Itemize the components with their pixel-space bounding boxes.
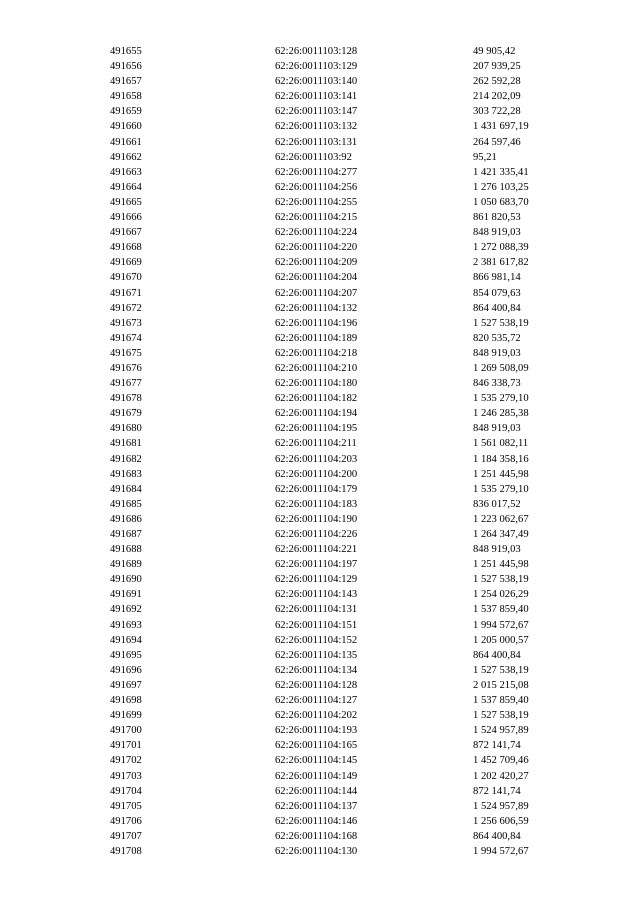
- cadastral-value-cell: 1 994 572,67: [473, 845, 529, 857]
- cadastral-value-cell: 1 561 082,11: [473, 438, 529, 450]
- table-row: [0, 195, 640, 210]
- row-number-cell: 491706: [110, 815, 142, 827]
- table-row: [0, 316, 640, 331]
- table-row: [0, 406, 640, 421]
- cadastral-number-cell: 62:26:0011104:129: [275, 574, 358, 586]
- row-number-cell: 491702: [110, 755, 142, 767]
- cadastral-number-cell: 62:26:0011104:146: [275, 815, 358, 827]
- cadastral-value-cell: 1 994 572,67: [473, 619, 529, 631]
- table-row: [0, 270, 640, 285]
- cadastral-number-cell: 62:26:0011104:152: [275, 634, 358, 646]
- table-body: [0, 44, 640, 859]
- cadastral-number-cell: 62:26:0011104:211: [275, 438, 357, 450]
- row-number-cell: 491660: [110, 121, 142, 133]
- cadastral-number-cell: 62:26:0011104:215: [275, 212, 358, 224]
- cadastral-number-cell: 62:26:0011104:190: [275, 513, 358, 525]
- cadastral-value-cell: 872 141,74: [473, 785, 521, 797]
- cadastral-number-cell: 62:26:0011103:92: [275, 151, 352, 163]
- cadastral-value-cell: 1 452 709,46: [473, 755, 529, 767]
- row-number-cell: 491704: [110, 785, 142, 797]
- cadastral-number-cell: 62:26:0011104:132: [275, 302, 358, 314]
- row-number-cell: 491676: [110, 362, 142, 374]
- cadastral-number-cell: 62:26:0011103:140: [275, 76, 358, 88]
- cadastral-value-cell: 95,21: [473, 151, 497, 163]
- table-row: [0, 663, 640, 678]
- table-row: [0, 799, 640, 814]
- table-row: [0, 104, 640, 119]
- table-row: [0, 602, 640, 617]
- cadastral-number-cell: 62:26:0011104:182: [275, 393, 358, 405]
- table-row: [0, 572, 640, 587]
- cadastral-value-cell: 303 722,28: [473, 106, 521, 118]
- cadastral-value-cell: 1 202 420,27: [473, 770, 529, 782]
- cadastral-number-cell: 62:26:0011103:131: [275, 136, 358, 148]
- cadastral-number-cell: 62:26:0011104:149: [275, 770, 358, 782]
- cadastral-number-cell: 62:26:0011104:218: [275, 347, 358, 359]
- cadastral-value-cell: 848 919,03: [473, 544, 521, 556]
- cadastral-value-cell: 854 079,63: [473, 287, 521, 299]
- table-row: [0, 421, 640, 436]
- cadastral-number-cell: 62:26:0011104:168: [275, 830, 358, 842]
- row-number-cell: 491673: [110, 317, 142, 329]
- cadastral-value-cell: 861 820,53: [473, 212, 521, 224]
- row-number-cell: 491663: [110, 166, 142, 178]
- table-row: [0, 844, 640, 859]
- cadastral-number-cell: 62:26:0011104:224: [275, 227, 358, 239]
- table-row: [0, 44, 640, 59]
- cadastral-value-cell: 1 276 103,25: [473, 181, 529, 193]
- cadastral-value-cell: 1 527 538,19: [473, 574, 529, 586]
- cadastral-number-cell: 62:26:0011104:183: [275, 498, 358, 510]
- row-number-cell: 491692: [110, 604, 142, 616]
- table-row: [0, 255, 640, 270]
- cadastral-value-cell: 1 527 538,19: [473, 710, 529, 722]
- cadastral-number-cell: 62:26:0011104:277: [275, 166, 358, 178]
- table-row: [0, 497, 640, 512]
- row-number-cell: 491677: [110, 378, 142, 390]
- row-number-cell: 491686: [110, 513, 142, 525]
- cadastral-number-cell: 62:26:0011104:179: [275, 483, 358, 495]
- table-row: [0, 769, 640, 784]
- cadastral-value-cell: 872 141,74: [473, 740, 521, 752]
- cadastral-value-cell: 207 939,25: [473, 61, 521, 73]
- table-row: [0, 678, 640, 693]
- cadastral-value-cell: 1 251 445,98: [473, 559, 529, 571]
- table-row: [0, 286, 640, 301]
- row-number-cell: 491669: [110, 257, 142, 269]
- table-row: [0, 346, 640, 361]
- row-number-cell: 491664: [110, 181, 142, 193]
- cadastral-number-cell: 62:26:0011104:130: [275, 845, 358, 857]
- cadastral-value-cell: 1 272 088,39: [473, 242, 529, 254]
- cadastral-number-cell: 62:26:0011104:180: [275, 378, 358, 390]
- table-row: [0, 150, 640, 165]
- row-number-cell: 491705: [110, 800, 142, 812]
- table-row: [0, 89, 640, 104]
- table-row: [0, 829, 640, 844]
- cadastral-number-cell: 62:26:0011104:144: [275, 785, 358, 797]
- row-number-cell: 491668: [110, 242, 142, 254]
- table-row: [0, 165, 640, 180]
- cadastral-value-cell: 848 919,03: [473, 423, 521, 435]
- row-number-cell: 491699: [110, 710, 142, 722]
- row-number-cell: 491667: [110, 227, 142, 239]
- row-number-cell: 491708: [110, 845, 142, 857]
- row-number-cell: 491655: [110, 46, 142, 57]
- cadastral-value-cell: 1 205 000,57: [473, 634, 529, 646]
- cadastral-value-cell: 262 592,28: [473, 76, 521, 88]
- cadastral-number-cell: 62:26:0011104:255: [275, 196, 358, 208]
- row-number-cell: 491690: [110, 574, 142, 586]
- cadastral-number-cell: 62:26:0011104:135: [275, 649, 358, 661]
- cadastral-number-cell: 62:26:0011103:141: [275, 91, 358, 103]
- row-number-cell: 491703: [110, 770, 142, 782]
- cadastral-value-cell: 864 400,84: [473, 302, 521, 314]
- table-row: [0, 482, 640, 497]
- cadastral-number-cell: 62:26:0011104:143: [275, 589, 358, 601]
- cadastral-number-cell: 62:26:0011103:128: [275, 46, 358, 57]
- cadastral-value-cell: 1 223 062,67: [473, 513, 529, 525]
- row-number-cell: 491672: [110, 302, 142, 314]
- cadastral-value-cell: 866 981,14: [473, 272, 521, 284]
- row-number-cell: 491661: [110, 136, 142, 148]
- row-number-cell: 491681: [110, 438, 142, 450]
- cadastral-number-cell: 62:26:0011104:209: [275, 257, 358, 269]
- row-number-cell: 491691: [110, 589, 142, 601]
- cadastral-value-cell: 2 015 215,08: [473, 679, 529, 691]
- row-number-cell: 491675: [110, 347, 142, 359]
- cadastral-value-cell: 2 381 617,82: [473, 257, 529, 269]
- table-row: [0, 784, 640, 799]
- row-number-cell: 491670: [110, 272, 142, 284]
- cadastral-number-cell: 62:26:0011104:189: [275, 332, 358, 344]
- table-row: [0, 59, 640, 74]
- table-row: [0, 512, 640, 527]
- table-row: [0, 633, 640, 648]
- table-row: [0, 467, 640, 482]
- cadastral-number-cell: 62:26:0011104:131: [275, 604, 358, 616]
- table-row: [0, 391, 640, 406]
- row-number-cell: 491682: [110, 453, 142, 465]
- cadastral-number-cell: 62:26:0011103:132: [275, 121, 358, 133]
- row-number-cell: 491674: [110, 332, 142, 344]
- cadastral-value-cell: 1 537 859,40: [473, 604, 529, 616]
- row-number-cell: 491662: [110, 151, 142, 163]
- cadastral-number-cell: 62:26:0011104:207: [275, 287, 358, 299]
- row-number-cell: 491684: [110, 483, 142, 495]
- row-number-cell: 491659: [110, 106, 142, 118]
- row-number-cell: 491665: [110, 196, 142, 208]
- table-row: [0, 135, 640, 150]
- cadastral-number-cell: 62:26:0011104:256: [275, 181, 358, 193]
- cadastral-value-cell: 1 524 957,89: [473, 800, 529, 812]
- table-row: [0, 452, 640, 467]
- cadastral-number-cell: 62:26:0011104:128: [275, 679, 358, 691]
- table-row: [0, 814, 640, 829]
- cadastral-number-cell: 62:26:0011104:193: [275, 725, 358, 737]
- row-number-cell: 491707: [110, 830, 142, 842]
- cadastral-value-cell: 864 400,84: [473, 830, 521, 842]
- table-row: [0, 119, 640, 134]
- cadastral-number-cell: 62:26:0011104:204: [275, 272, 358, 284]
- row-number-cell: 491694: [110, 634, 142, 646]
- cadastral-number-cell: 62:26:0011104:196: [275, 317, 358, 329]
- row-number-cell: 491688: [110, 544, 142, 556]
- cadastral-value-cell: 1 246 285,38: [473, 408, 529, 420]
- cadastral-value-cell: 1 251 445,98: [473, 468, 529, 480]
- table-row: [0, 708, 640, 723]
- row-number-cell: 491698: [110, 695, 142, 707]
- table-row: [0, 74, 640, 89]
- row-number-cell: 491666: [110, 212, 142, 224]
- cadastral-value-cell: 214 202,09: [473, 91, 521, 103]
- cadastral-value-cell: 820 535,72: [473, 332, 521, 344]
- cadastral-value-cell: 1 527 538,19: [473, 317, 529, 329]
- cadastral-value-cell: 864 400,84: [473, 649, 521, 661]
- row-number-cell: 491656: [110, 61, 142, 73]
- cadastral-number-cell: 62:26:0011104:202: [275, 710, 358, 722]
- row-number-cell: 491687: [110, 529, 142, 540]
- cadastral-number-cell: 62:26:0011104:134: [275, 664, 358, 676]
- cadastral-value-cell: 1 431 697,19: [473, 121, 529, 133]
- table-row: [0, 180, 640, 195]
- table-row: [0, 527, 640, 542]
- cadastral-number-cell: 62:26:0011104:226: [275, 529, 358, 540]
- table-row: [0, 693, 640, 708]
- table-row: [0, 738, 640, 753]
- row-number-cell: 491696: [110, 664, 142, 676]
- cadastral-number-cell: 62:26:0011104:151: [275, 619, 358, 631]
- cadastral-value-cell: 848 919,03: [473, 227, 521, 239]
- cadastral-value-cell: 1 256 606,59: [473, 815, 529, 827]
- table-row: [0, 436, 640, 451]
- cadastral-number-cell: 62:26:0011104:210: [275, 362, 358, 374]
- row-number-cell: 491697: [110, 679, 142, 691]
- cadastral-value-cell: 1 537 859,40: [473, 695, 529, 707]
- table-row: [0, 376, 640, 391]
- table-row: [0, 753, 640, 768]
- cadastral-number-cell: 62:26:0011104:145: [275, 755, 358, 767]
- row-number-cell: 491693: [110, 619, 142, 631]
- table-row: [0, 210, 640, 225]
- cadastral-number-cell: 62:26:0011103:129: [275, 61, 358, 73]
- cadastral-value-cell: 1 421 335,41: [473, 166, 529, 178]
- table-row: [0, 240, 640, 255]
- row-number-cell: 491679: [110, 408, 142, 420]
- table-row: [0, 331, 640, 346]
- cadastral-number-cell: 62:26:0011104:197: [275, 559, 358, 571]
- table-row: [0, 557, 640, 572]
- cadastral-value-cell: 836 017,52: [473, 498, 521, 510]
- row-number-cell: 491680: [110, 423, 142, 435]
- table-row: [0, 361, 640, 376]
- cadastral-number-cell: 62:26:0011104:200: [275, 468, 358, 480]
- row-number-cell: 491657: [110, 76, 142, 88]
- cadastral-value-cell: 1 535 279,10: [473, 393, 529, 405]
- row-number-cell: 491678: [110, 393, 142, 405]
- table-row: [0, 723, 640, 738]
- cadastral-value-cell: 49 905,42: [473, 46, 516, 57]
- cadastral-number-cell: 62:26:0011104:203: [275, 453, 358, 465]
- cadastral-value-cell: 1 184 358,16: [473, 453, 529, 465]
- row-number-cell: 491700: [110, 725, 142, 737]
- cadastral-number-cell: 62:26:0011104:165: [275, 740, 358, 752]
- cadastral-value-cell: 264 597,46: [473, 136, 521, 148]
- table-row: [0, 301, 640, 316]
- cadastral-value-cell: 848 919,03: [473, 347, 521, 359]
- cadastral-value-cell: 1 050 683,70: [473, 196, 529, 208]
- table-row: [0, 542, 640, 557]
- cadastral-number-cell: 62:26:0011103:147: [275, 106, 358, 118]
- cadastral-number-cell: 62:26:0011104:195: [275, 423, 358, 435]
- cadastral-value-cell: 1 524 957,89: [473, 725, 529, 737]
- table-row: [0, 618, 640, 633]
- table-row: [0, 587, 640, 602]
- row-number-cell: 491695: [110, 649, 142, 661]
- cadastral-number-cell: 62:26:0011104:221: [275, 544, 358, 556]
- cadastral-value-cell: 1 264 347,49: [473, 529, 529, 540]
- row-number-cell: 491683: [110, 468, 142, 480]
- cadastral-number-cell: 62:26:0011104:194: [275, 408, 358, 420]
- cadastral-value-cell: 1 254 026,29: [473, 589, 529, 601]
- data-table: [0, 44, 640, 859]
- cadastral-number-cell: 62:26:0011104:220: [275, 242, 358, 254]
- row-number-cell: 491701: [110, 740, 142, 752]
- row-number-cell: 491685: [110, 498, 142, 510]
- table-row: [0, 648, 640, 663]
- cadastral-value-cell: 846 338,73: [473, 378, 521, 390]
- row-number-cell: 491671: [110, 287, 142, 299]
- table-row: [0, 225, 640, 240]
- cadastral-number-cell: 62:26:0011104:137: [275, 800, 358, 812]
- cadastral-number-cell: 62:26:0011104:127: [275, 695, 358, 707]
- row-number-cell: 491689: [110, 559, 142, 571]
- cadastral-value-cell: 1 269 508,09: [473, 362, 529, 374]
- cadastral-value-cell: 1 535 279,10: [473, 483, 529, 495]
- row-number-cell: 491658: [110, 91, 142, 103]
- cadastral-value-cell: 1 527 538,19: [473, 664, 529, 676]
